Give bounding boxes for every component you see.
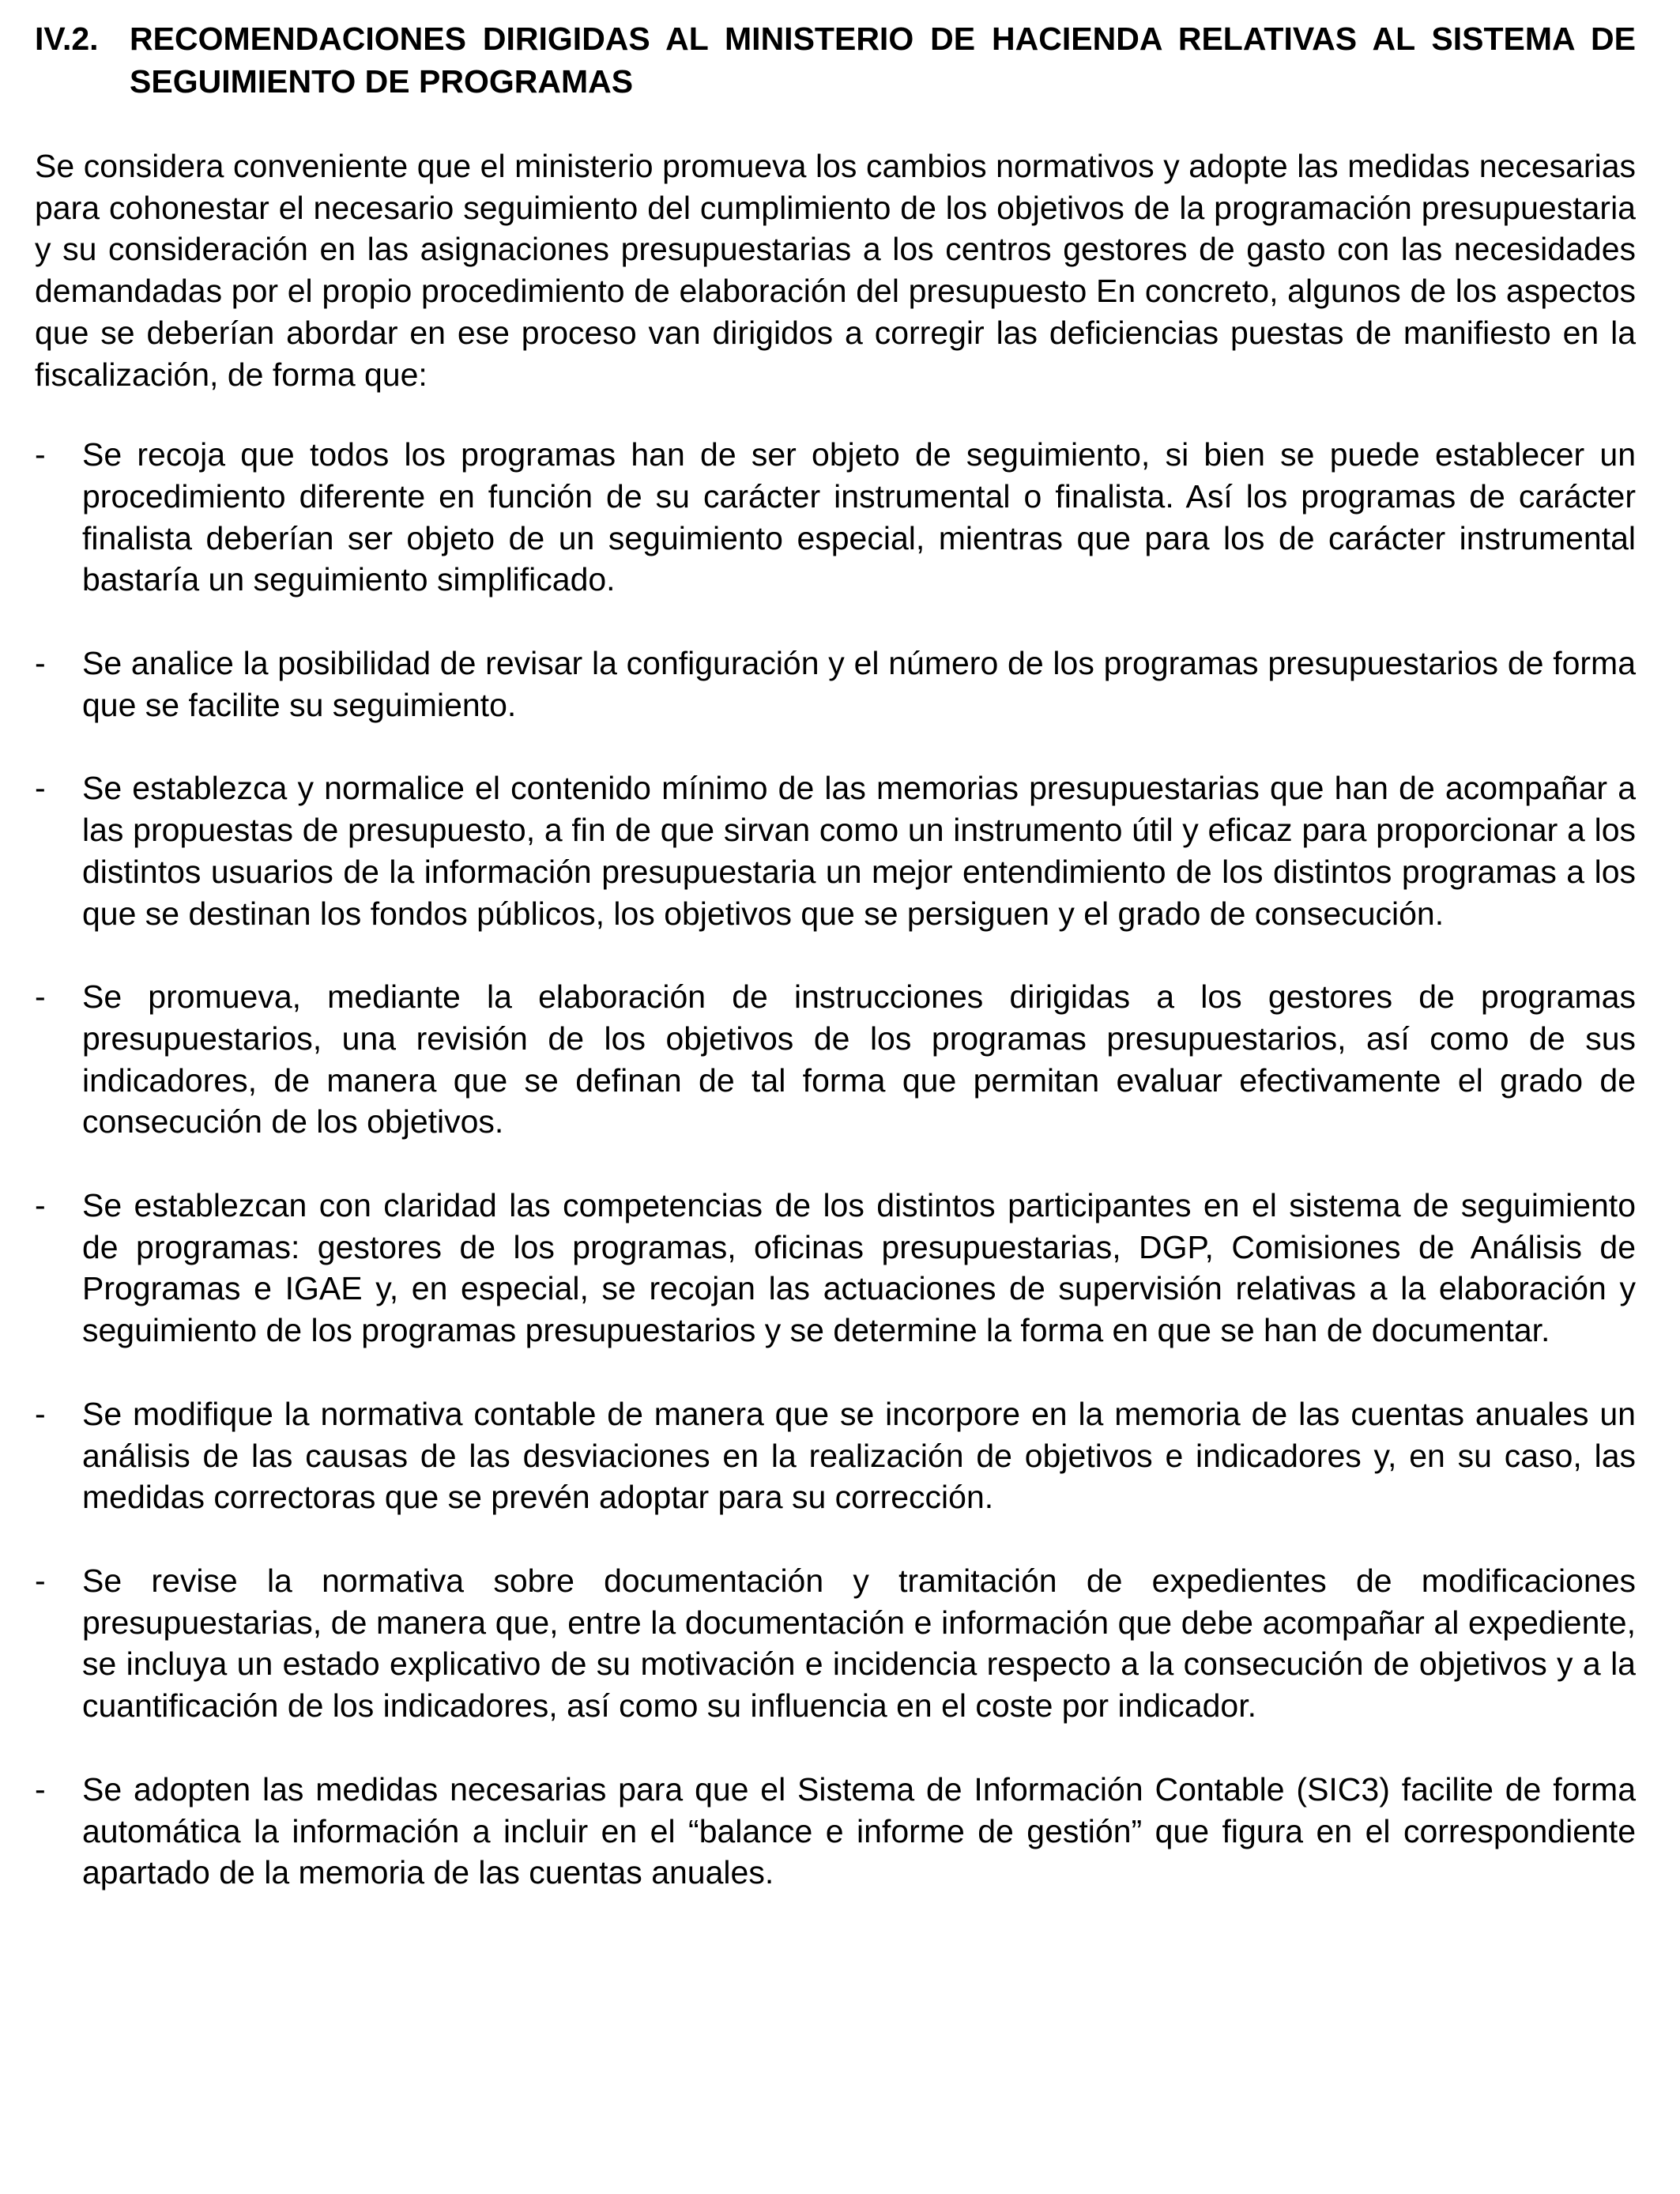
- recommendation-text: Se establezcan con claridad las competencias de los distintos participantes en el sistema de seguimiento de programas: gestores de los programas, oficinas presupuestarias, DGP, Comisiones de Análisis de Programas e IGAE y, en especial, se recojan las actuaciones de supervisión relativas a la elaboración y seguimiento de los programas presupuestarios y se determine la forma en que se han de documentar.: [82, 1187, 1636, 1349]
- recommendation-text: Se promueva, mediante la elaboración de instrucciones dirigidas a los gestores de programas presupuestarios, una revisión de los objetivos de los programas presupuestarios, así como de sus indicadores, de manera que se definan de tal forma que permitan evaluar efectivamente el grado de consecución de los objetivos.: [82, 978, 1636, 1140]
- bullet-dash: -: [35, 436, 46, 473]
- bullet-dash: -: [35, 1395, 46, 1432]
- bullet-dash: -: [35, 645, 46, 682]
- document-page: [35, 17, 1636, 1936]
- section-number: IV.2.: [35, 21, 99, 57]
- recommendation-text: Se adopten las medidas necesarias para que el Sistema de Información Contable (SIC3) facilite de forma automática la información a incluir en el “balance e informe de gestión” que figura en el correspondiente apartado de la memoria de las cuentas anuales.: [82, 1770, 1636, 1891]
- recommendation-item: [35, 1769, 1636, 1894]
- recommendation-item: [35, 976, 1636, 1143]
- section-title: RECOMENDACIONES DIRIGIDAS AL MINISTERIO DE HACIENDA RELATIVAS AL SISTEMA DE SEGUIMIENTO DE PROGRAMAS: [130, 21, 1636, 100]
- bullet-dash: -: [35, 770, 46, 807]
- recommendation-text: Se revise la normativa sobre documentación y tramitación de expedientes de modificaciones presupuestarias, de manera que, entre la documentación e información que debe acompañar al expediente, se incluya un estado explicativo de su motivación e incidencia respecto a la consecución de objetivos y a la cuantificación de los indicadores, así como su influencia en el coste por indicador.: [82, 1562, 1636, 1725]
- recommendation-text: Se analice la posibilidad de revisar la configuración y el número de los programas presupuestarios de forma que se facilite su seguimiento.: [82, 645, 1636, 723]
- bullet-dash: -: [35, 1187, 46, 1224]
- recommendation-item: [35, 767, 1636, 934]
- recommendation-item: [35, 1560, 1636, 1727]
- bullet-dash: -: [35, 1770, 46, 1808]
- recommendation-item: [35, 1393, 1636, 1518]
- intro-paragraph: Se considera conveniente que el ministerio promueva los cambios normativos y adopte las medidas necesarias para cohonestar el necesario seguimiento del cumplimiento de los objetivos de la programación presupuestaria y su consideración en las asignaciones presupuestarias a los centros gestores de gasto con las necesidades demandadas por el propio procedimiento de elaboración del presupuesto En concreto, algunos de los aspectos que se deberían abordar en ese proceso van dirigidos a corregir las deficiencias puestas de manifiesto en la fiscalización, de forma que:: [35, 148, 1636, 393]
- recommendation-text: Se establezca y normalice el contenido mínimo de las memorias presupuestarias que han de acompañar a las propuestas de presupuesto, a fin de que sirvan como un instrumento útil y eficaz para proporcionar a los distintos usuarios de la información presupuestaria un mejor entendimiento de los distintos programas a los que se destinan los fondos públicos, los objetivos que se persiguen y el grado de consecución.: [82, 770, 1636, 932]
- recommendation-text: Se modifique la normativa contable de manera que se incorpore en la memoria de las cuentas anuales un análisis de las causas de las desviaciones en la realización de objetivos e indicadores y, en su caso, las medidas correctoras que se prevén adoptar para su corrección.: [82, 1395, 1636, 1516]
- recommendation-item: [35, 434, 1636, 601]
- section-heading: [35, 17, 1636, 103]
- bullet-dash: -: [35, 978, 46, 1016]
- recommendation-text: Se recoja que todos los programas han de ser objeto de seguimiento, si bien se puede establecer un procedimiento diferente en función de su carácter instrumental o finalista. Así los programas de carácter finalista deberían ser objeto de un seguimiento especial, mientras que para los de carácter instrumental bastaría un seguimiento simplificado.: [82, 436, 1636, 598]
- recommendation-item: [35, 1185, 1636, 1351]
- recommendations-list: [35, 434, 1636, 1894]
- bullet-dash: -: [35, 1562, 46, 1599]
- recommendation-item: [35, 643, 1636, 726]
